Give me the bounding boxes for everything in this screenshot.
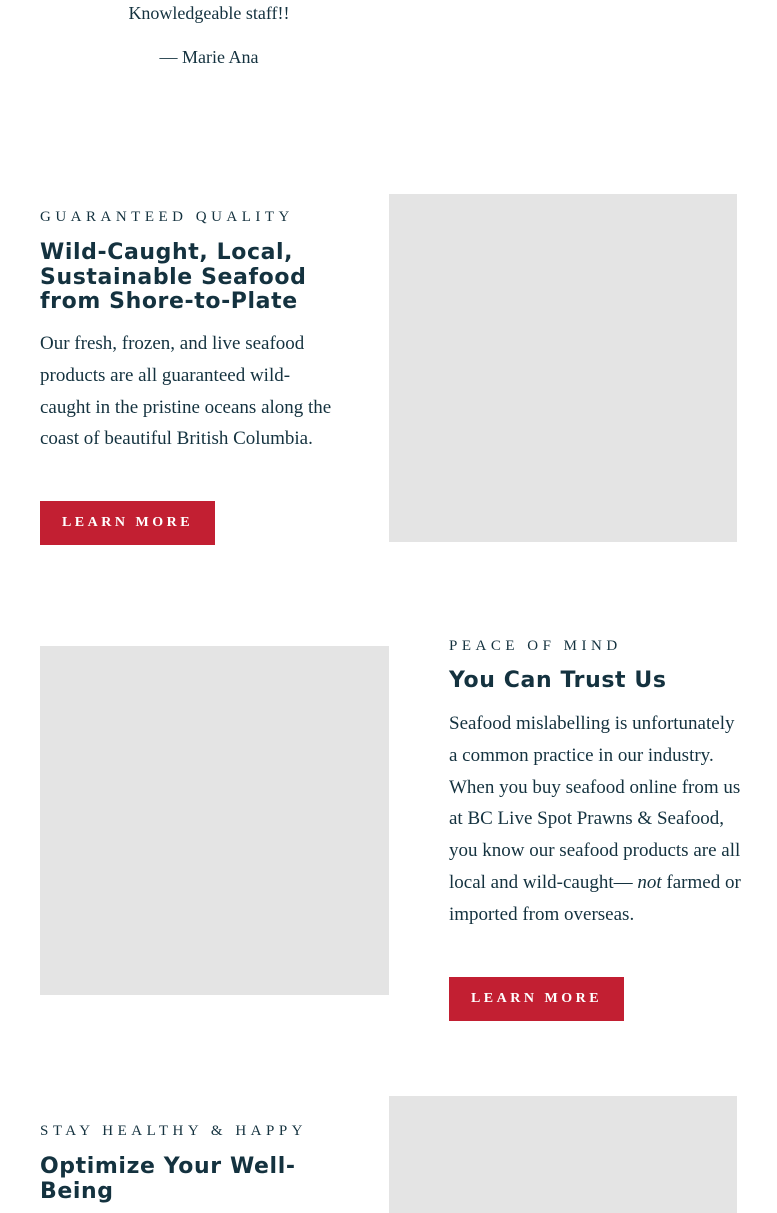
section-image: [389, 1096, 737, 1213]
section-body-part: Seafood mislabelling is unfortunately a common practice in our industry. When you buy seafood online from us at BC Live Spot Prawns & Seafood, you know our seafood products are all local and wild-caught—: [449, 713, 741, 893]
section-body: Our fresh, frozen, and live seafood products are all guaranteed wild-caught in the pristine oceans along the coast of beautiful British Columbia.: [40, 333, 332, 450]
section-image: [40, 646, 389, 995]
section-eyebrow: STAY HEALTHY & HAPPY: [40, 1123, 308, 1139]
section-body-part: farmed or imported from overseas.: [449, 871, 741, 925]
section-heading: Optimize Your Well-Being: [40, 1154, 296, 1204]
section-eyebrow: GUARANTEED QUALITY: [40, 209, 294, 225]
section-image: [389, 194, 737, 542]
learn-more-button[interactable]: LEARN MORE: [449, 977, 624, 1021]
section-heading: You Can Trust Us: [449, 668, 667, 693]
testimonial-quote: Knowledgeable staff!!: [128, 3, 290, 23]
section-body: [449, 708, 741, 931]
section-body-emphasis: not: [637, 871, 662, 893]
section-heading: Wild-Caught, Local, Sustainable Seafood from Shore-to-Plate: [40, 240, 307, 314]
testimonial-author: — Marie Ana: [159, 47, 259, 67]
section-eyebrow: PEACE OF MIND: [449, 638, 622, 654]
learn-more-button[interactable]: LEARN MORE: [40, 501, 215, 545]
